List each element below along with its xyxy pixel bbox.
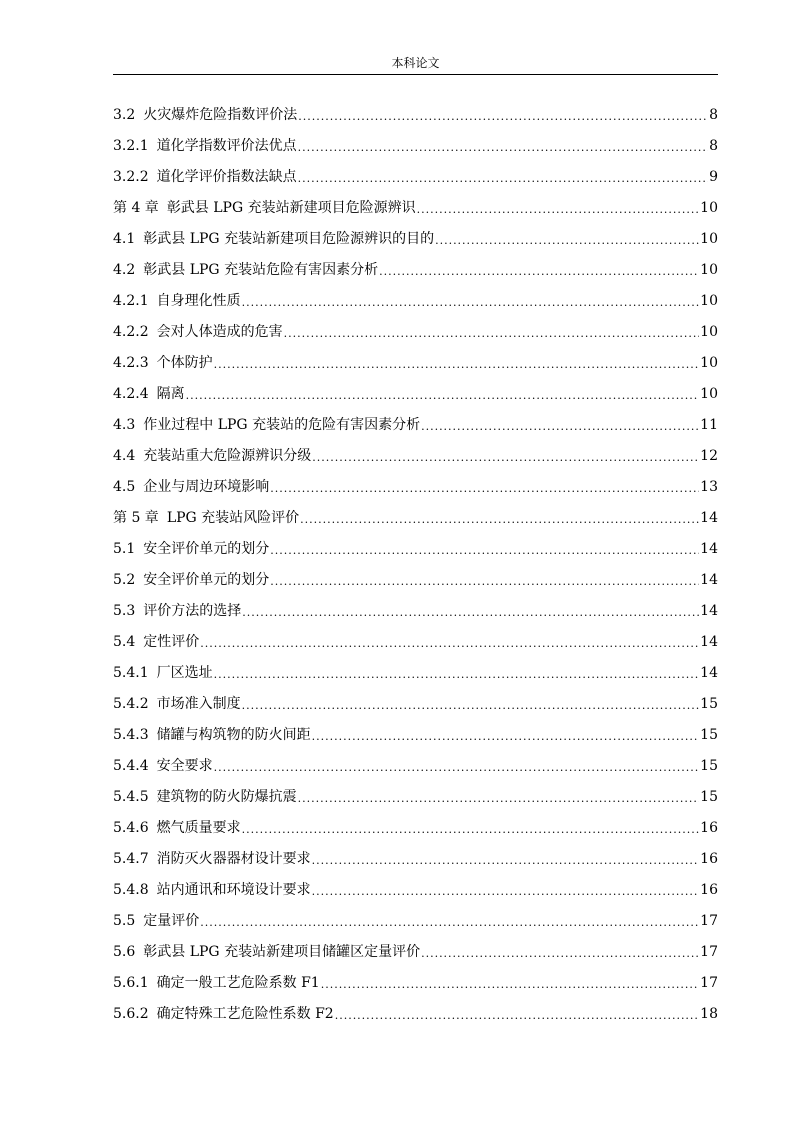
toc-dot-leader <box>312 853 700 869</box>
toc-entry-title: 建筑物的防火防爆抗震 <box>156 789 297 805</box>
toc-dot-leader <box>270 543 699 559</box>
toc-dot-leader <box>300 512 699 528</box>
toc-entry-title: 定量评价 <box>143 913 200 929</box>
toc-dot-leader <box>186 388 700 404</box>
toc-entry-page: 10 <box>700 200 718 216</box>
toc-entry-number: 5.6.2 <box>113 1006 149 1022</box>
toc-entry-title: 安全评价单元的划分 <box>143 541 270 557</box>
toc-entry-page: 14 <box>700 665 718 681</box>
toc-entry-number: 第 5 章 <box>113 510 159 526</box>
toc-dot-leader <box>270 574 699 590</box>
toc-dot-leader <box>379 264 699 280</box>
toc-entry-page: 16 <box>700 882 718 898</box>
toc-entry[interactable] <box>113 156 718 187</box>
toc-entry[interactable] <box>113 342 718 373</box>
toc-entry-page: 15 <box>700 789 718 805</box>
toc-entry-number: 4.3 <box>113 417 136 433</box>
toc-entry-number: 5.4.1 <box>113 665 149 681</box>
toc-dot-leader <box>298 140 708 156</box>
table-of-contents <box>113 94 718 1024</box>
toc-entry-page: 12 <box>700 448 718 464</box>
toc-entry-page: 11 <box>700 417 718 433</box>
toc-dot-leader <box>435 233 699 249</box>
toc-entry-title: 定性评价 <box>143 634 200 650</box>
toc-entry-page: 14 <box>700 634 718 650</box>
toc-entry[interactable] <box>113 528 718 559</box>
toc-entry[interactable] <box>113 435 718 466</box>
toc-entry-page: 15 <box>700 758 718 774</box>
toc-entry[interactable] <box>113 993 718 1024</box>
toc-entry-number: 4.2 <box>113 262 136 278</box>
toc-entry-title: 确定特殊工艺危险性系数 F2 <box>156 1006 334 1022</box>
toc-dot-leader <box>242 822 700 838</box>
toc-entry-title: 储罐与构筑物的防火间距 <box>156 727 311 743</box>
toc-entry-number: 第 4 章 <box>113 200 159 216</box>
toc-entry-page: 15 <box>700 727 718 743</box>
toc-entry-page: 16 <box>700 820 718 836</box>
toc-entry-number: 4.2.2 <box>113 324 149 340</box>
toc-entry-title: 燃气质量要求 <box>156 820 241 836</box>
toc-entry-page: 17 <box>700 975 718 991</box>
toc-dot-leader <box>321 977 699 993</box>
toc-entry-title: 道化学评价指数法缺点 <box>156 169 297 185</box>
toc-entry-number: 3.2.2 <box>113 169 149 185</box>
toc-dot-leader <box>335 1008 699 1024</box>
toc-entry[interactable] <box>113 466 718 497</box>
page-header: 本科论文 <box>391 56 440 70</box>
toc-dot-leader <box>312 729 700 745</box>
toc-entry[interactable] <box>113 900 718 931</box>
toc-entry-number: 4.2.3 <box>113 355 149 371</box>
toc-entry-page: 8 <box>709 138 718 154</box>
header-rule <box>113 74 718 75</box>
toc-dot-leader <box>298 171 708 187</box>
toc-entry-number: 3.2 <box>113 107 136 123</box>
toc-entry-title: 安全要求 <box>156 758 213 774</box>
toc-entry[interactable] <box>113 218 718 249</box>
toc-entry[interactable] <box>113 404 718 435</box>
toc-entry-number: 5.6 <box>113 944 136 960</box>
toc-entry-number: 5.1 <box>113 541 136 557</box>
toc-dot-leader <box>242 605 699 621</box>
toc-entry-title: 企业与周边环境影响 <box>143 479 270 495</box>
toc-entry[interactable] <box>113 931 718 962</box>
toc-dot-leader <box>200 636 699 652</box>
toc-entry[interactable] <box>113 962 718 993</box>
toc-dot-leader <box>214 760 700 776</box>
toc-entry-title: 站内通讯和环境设计要求 <box>156 882 311 898</box>
toc-entry-title: 隔离 <box>156 386 185 402</box>
toc-entry[interactable] <box>113 869 718 900</box>
toc-entry-page: 10 <box>700 262 718 278</box>
toc-entry-number: 4.2.1 <box>113 293 149 309</box>
toc-entry-number: 5.4.3 <box>113 727 149 743</box>
toc-entry-page: 10 <box>700 324 718 340</box>
toc-entry[interactable] <box>113 807 718 838</box>
toc-entry-page: 10 <box>700 231 718 247</box>
toc-entry-number: 5.4.7 <box>113 851 149 867</box>
toc-entry-title: 厂区选址 <box>156 665 213 681</box>
toc-entry-title: 确定一般工艺危险系数 F1 <box>156 975 320 991</box>
toc-entry-title: 安全评价单元的划分 <box>143 572 270 588</box>
toc-entry-page: 15 <box>700 696 718 712</box>
toc-entry[interactable] <box>113 590 718 621</box>
toc-entry-number: 5.2 <box>113 572 136 588</box>
toc-entry-title: 作业过程中 LPG 充装站的危险有害因素分析 <box>143 417 421 433</box>
toc-entry-page: 16 <box>700 851 718 867</box>
toc-entry-title: 评价方法的选择 <box>143 603 242 619</box>
toc-entry-number: 4.2.4 <box>113 386 149 402</box>
toc-entry[interactable] <box>113 652 718 683</box>
toc-dot-leader <box>214 357 700 373</box>
toc-entry-page: 14 <box>700 510 718 526</box>
toc-entry-number: 4.5 <box>113 479 136 495</box>
toc-entry-page: 10 <box>700 355 718 371</box>
toc-dot-leader <box>417 202 700 218</box>
toc-entry-number: 5.6.1 <box>113 975 149 991</box>
toc-entry-page: 10 <box>700 293 718 309</box>
toc-entry-number: 5.4.2 <box>113 696 149 712</box>
toc-dot-leader <box>214 667 700 683</box>
toc-entry[interactable] <box>113 745 718 776</box>
toc-entry-page: 17 <box>700 944 718 960</box>
toc-entry-number: 3.2.1 <box>113 138 149 154</box>
toc-dot-leader <box>200 915 699 931</box>
toc-entry[interactable] <box>113 497 718 528</box>
toc-entry-number: 4.1 <box>113 231 136 247</box>
toc-entry-title: 充装站重大危险源辨识分级 <box>143 448 312 464</box>
toc-entry-page: 9 <box>709 169 718 185</box>
toc-entry[interactable] <box>113 94 718 125</box>
toc-entry-number: 5.4.6 <box>113 820 149 836</box>
toc-entry[interactable] <box>113 559 718 590</box>
toc-dot-leader <box>298 109 708 125</box>
toc-dot-leader <box>421 946 699 962</box>
toc-entry-number: 5.4 <box>113 634 136 650</box>
toc-entry-page: 10 <box>700 386 718 402</box>
toc-entry[interactable] <box>113 373 718 404</box>
toc-entry-number: 4.4 <box>113 448 136 464</box>
toc-entry-title: 彰武县 LPG 充装站新建项目危险源辨识的目的 <box>143 231 435 247</box>
toc-entry-page: 14 <box>700 603 718 619</box>
toc-entry[interactable] <box>113 776 718 807</box>
toc-entry[interactable] <box>113 187 718 218</box>
toc-entry[interactable] <box>113 621 718 652</box>
toc-entry-title: 道化学指数评价法优点 <box>156 138 297 154</box>
toc-entry-page: 18 <box>700 1006 718 1022</box>
toc-dot-leader <box>242 698 700 714</box>
toc-entry[interactable] <box>113 683 718 714</box>
toc-entry-number: 5.4.4 <box>113 758 149 774</box>
toc-entry[interactable] <box>113 280 718 311</box>
toc-entry-page: 17 <box>700 913 718 929</box>
toc-dot-leader <box>284 326 700 342</box>
toc-dot-leader <box>242 295 700 311</box>
toc-entry-page: 14 <box>700 541 718 557</box>
toc-entry-title: 会对人体造成的危害 <box>156 324 283 340</box>
toc-entry[interactable] <box>113 125 718 156</box>
toc-entry-number: 5.4.5 <box>113 789 149 805</box>
toc-dot-leader <box>298 791 700 807</box>
toc-entry-page: 8 <box>709 107 718 123</box>
toc-entry-page: 13 <box>700 479 718 495</box>
toc-entry-title: 市场准入制度 <box>156 696 241 712</box>
toc-entry-title: 火灾爆炸危险指数评价法 <box>143 107 298 123</box>
toc-entry-title: 彰武县 LPG 充装站危险有害因素分析 <box>143 262 379 278</box>
toc-entry-title: 个体防护 <box>156 355 213 371</box>
toc-dot-leader <box>312 450 699 466</box>
toc-entry-title: 彰武县 LPG 充装站新建项目危险源辨识 <box>166 200 416 216</box>
toc-entry-title: 自身理化性质 <box>156 293 241 309</box>
toc-dot-leader <box>312 884 700 900</box>
toc-dot-leader <box>421 419 699 435</box>
toc-entry-title: LPG 充装站风险评价 <box>166 510 300 526</box>
toc-entry-number: 5.4.8 <box>113 882 149 898</box>
toc-entry-number: 5.3 <box>113 603 136 619</box>
toc-entry[interactable] <box>113 311 718 342</box>
toc-entry-page: 14 <box>700 572 718 588</box>
toc-entry-title: 彰武县 LPG 充装站新建项目储罐区定量评价 <box>143 944 421 960</box>
toc-entry[interactable] <box>113 249 718 280</box>
toc-entry-number: 5.5 <box>113 913 136 929</box>
toc-entry-title: 消防灭火器器材设计要求 <box>156 851 311 867</box>
toc-entry[interactable] <box>113 714 718 745</box>
toc-entry[interactable] <box>113 838 718 869</box>
toc-dot-leader <box>270 481 699 497</box>
